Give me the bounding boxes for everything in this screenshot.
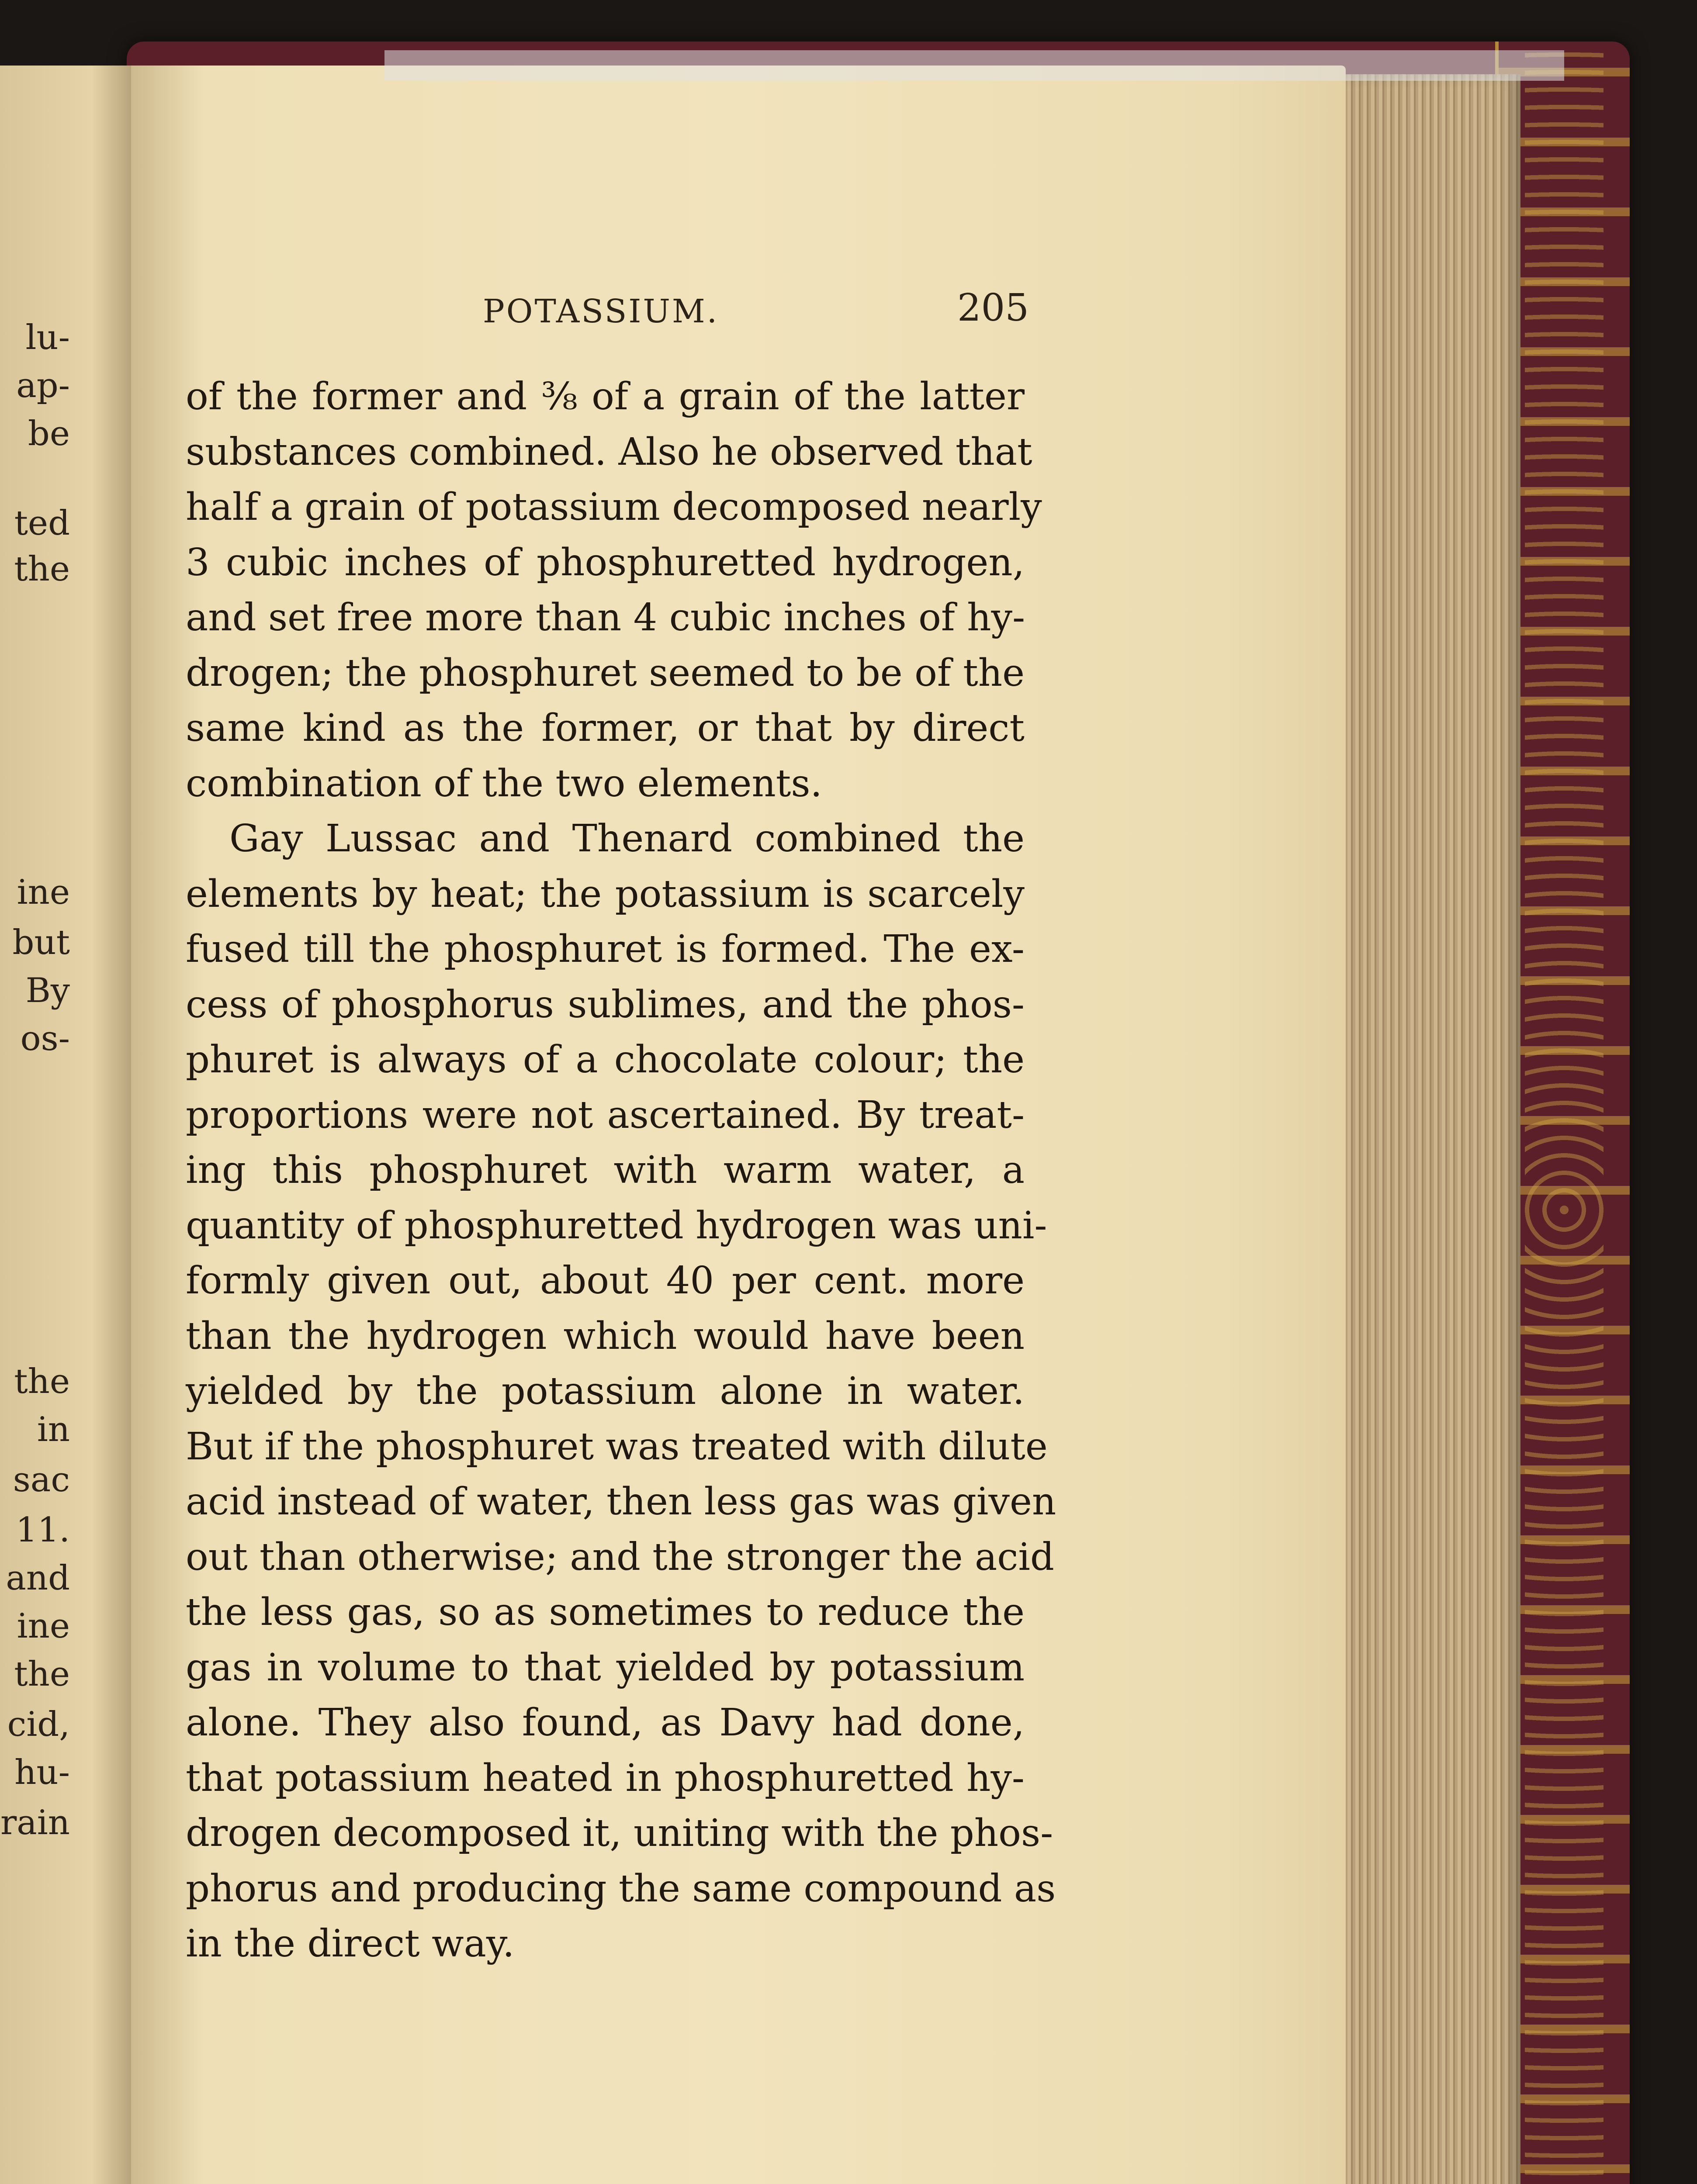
left-page-line-end: and: [6, 1559, 70, 1598]
text-line: 3 cubic inches of phosphuretted hydrogen,: [186, 540, 1025, 584]
left-page-line-end: cid,: [7, 1705, 70, 1744]
text-line: But if the phosphuret was treated with dilute: [186, 1424, 1048, 1469]
text-line: half a grain of potassium decomposed nearly: [186, 485, 1042, 529]
text-line: of the former and ⅜ of a grain of the latter: [186, 375, 1025, 418]
text-line: substances combined. Also he observed that: [186, 430, 1032, 474]
text-line: and set free more than 4 cubic inches of hy-: [186, 596, 1025, 639]
left-page-line-end: hu-: [14, 1753, 70, 1792]
left-page-line-end: lu-: [25, 318, 70, 357]
left-page-line-end: ine: [17, 873, 70, 912]
text-line: that potassium heated in phosphuretted hy-: [186, 1756, 1025, 1800]
left-page-line-end: 11.: [15, 1510, 70, 1550]
text-line: proportions were not ascertained. By treat-: [186, 1093, 1025, 1137]
page-fore-edge: [1337, 74, 1520, 2184]
text-line: in the direct way.: [186, 1922, 515, 1966]
left-page-line-end: the: [14, 549, 70, 589]
text-line: the less gas, so as sometimes to reduce the: [186, 1590, 1025, 1634]
left-page-line-end: ap-: [16, 366, 70, 405]
running-head: POTASSIUM.: [483, 293, 719, 330]
left-page: [0, 66, 131, 2184]
text-line: drogen; the phosphuret seemed to be of the: [186, 651, 1025, 695]
left-page-line-end: ted: [14, 504, 70, 543]
left-page-line-end: ine: [17, 1607, 70, 1646]
text-line: alone. They also found, as Davy had done,: [186, 1701, 1025, 1745]
text-line: formly given out, about 40 per cent. more: [186, 1259, 1025, 1303]
text-line: gas in volume to that yielded by potassium: [186, 1645, 1025, 1690]
left-page-line-end: in: [37, 1410, 70, 1449]
text-line: acid instead of water, then less gas was given: [186, 1480, 1056, 1524]
left-page-line-end: By: [25, 971, 70, 1010]
text-line: cess of phosphorus sublimes, and the phos-: [186, 982, 1025, 1026]
gilt-floral-band: [1525, 41, 1603, 2184]
left-page-line-end: rain: [0, 1803, 70, 1842]
text-line: yielded by the potassium alone in water.: [186, 1369, 1025, 1413]
text-line: drogen decomposed it, uniting with the phos-: [186, 1811, 1053, 1855]
text-line: quantity of phosphuretted hydrogen was uni-: [186, 1203, 1047, 1248]
text-line: out than otherwise; and the stronger the acid: [186, 1535, 1054, 1579]
left-page-line-end: but: [12, 923, 70, 962]
left-page-line-end: the: [14, 1655, 70, 1694]
left-page-line-end: sac: [13, 1460, 70, 1500]
text-line: fused till the phosphuret is formed. The ex-: [186, 927, 1025, 971]
text-line: same kind as the former, or that by direct: [186, 706, 1025, 750]
text-line: phorus and producing the same compound as: [186, 1866, 1056, 1911]
page-number: 205: [957, 286, 1029, 330]
text-line: combination of the two elements.: [186, 761, 822, 805]
text-line: than the hydrogen which would have been: [186, 1314, 1025, 1358]
left-page-line-end: the: [14, 1362, 70, 1401]
text-line: Gay Lussac and Thenard combined the: [229, 817, 1025, 860]
page-header: [186, 280, 1029, 332]
left-page-line-end: be: [28, 414, 70, 453]
text-line: ing this phosphuret with warm water, a: [186, 1148, 1025, 1192]
tape-strip-top: [384, 50, 1564, 81]
left-page-line-end: os-: [20, 1019, 70, 1058]
text-line: phuret is always of a chocolate colour; the: [186, 1038, 1025, 1082]
text-line: elements by heat; the potassium is scarcely: [186, 872, 1025, 916]
page-body-text: [186, 369, 1056, 1972]
